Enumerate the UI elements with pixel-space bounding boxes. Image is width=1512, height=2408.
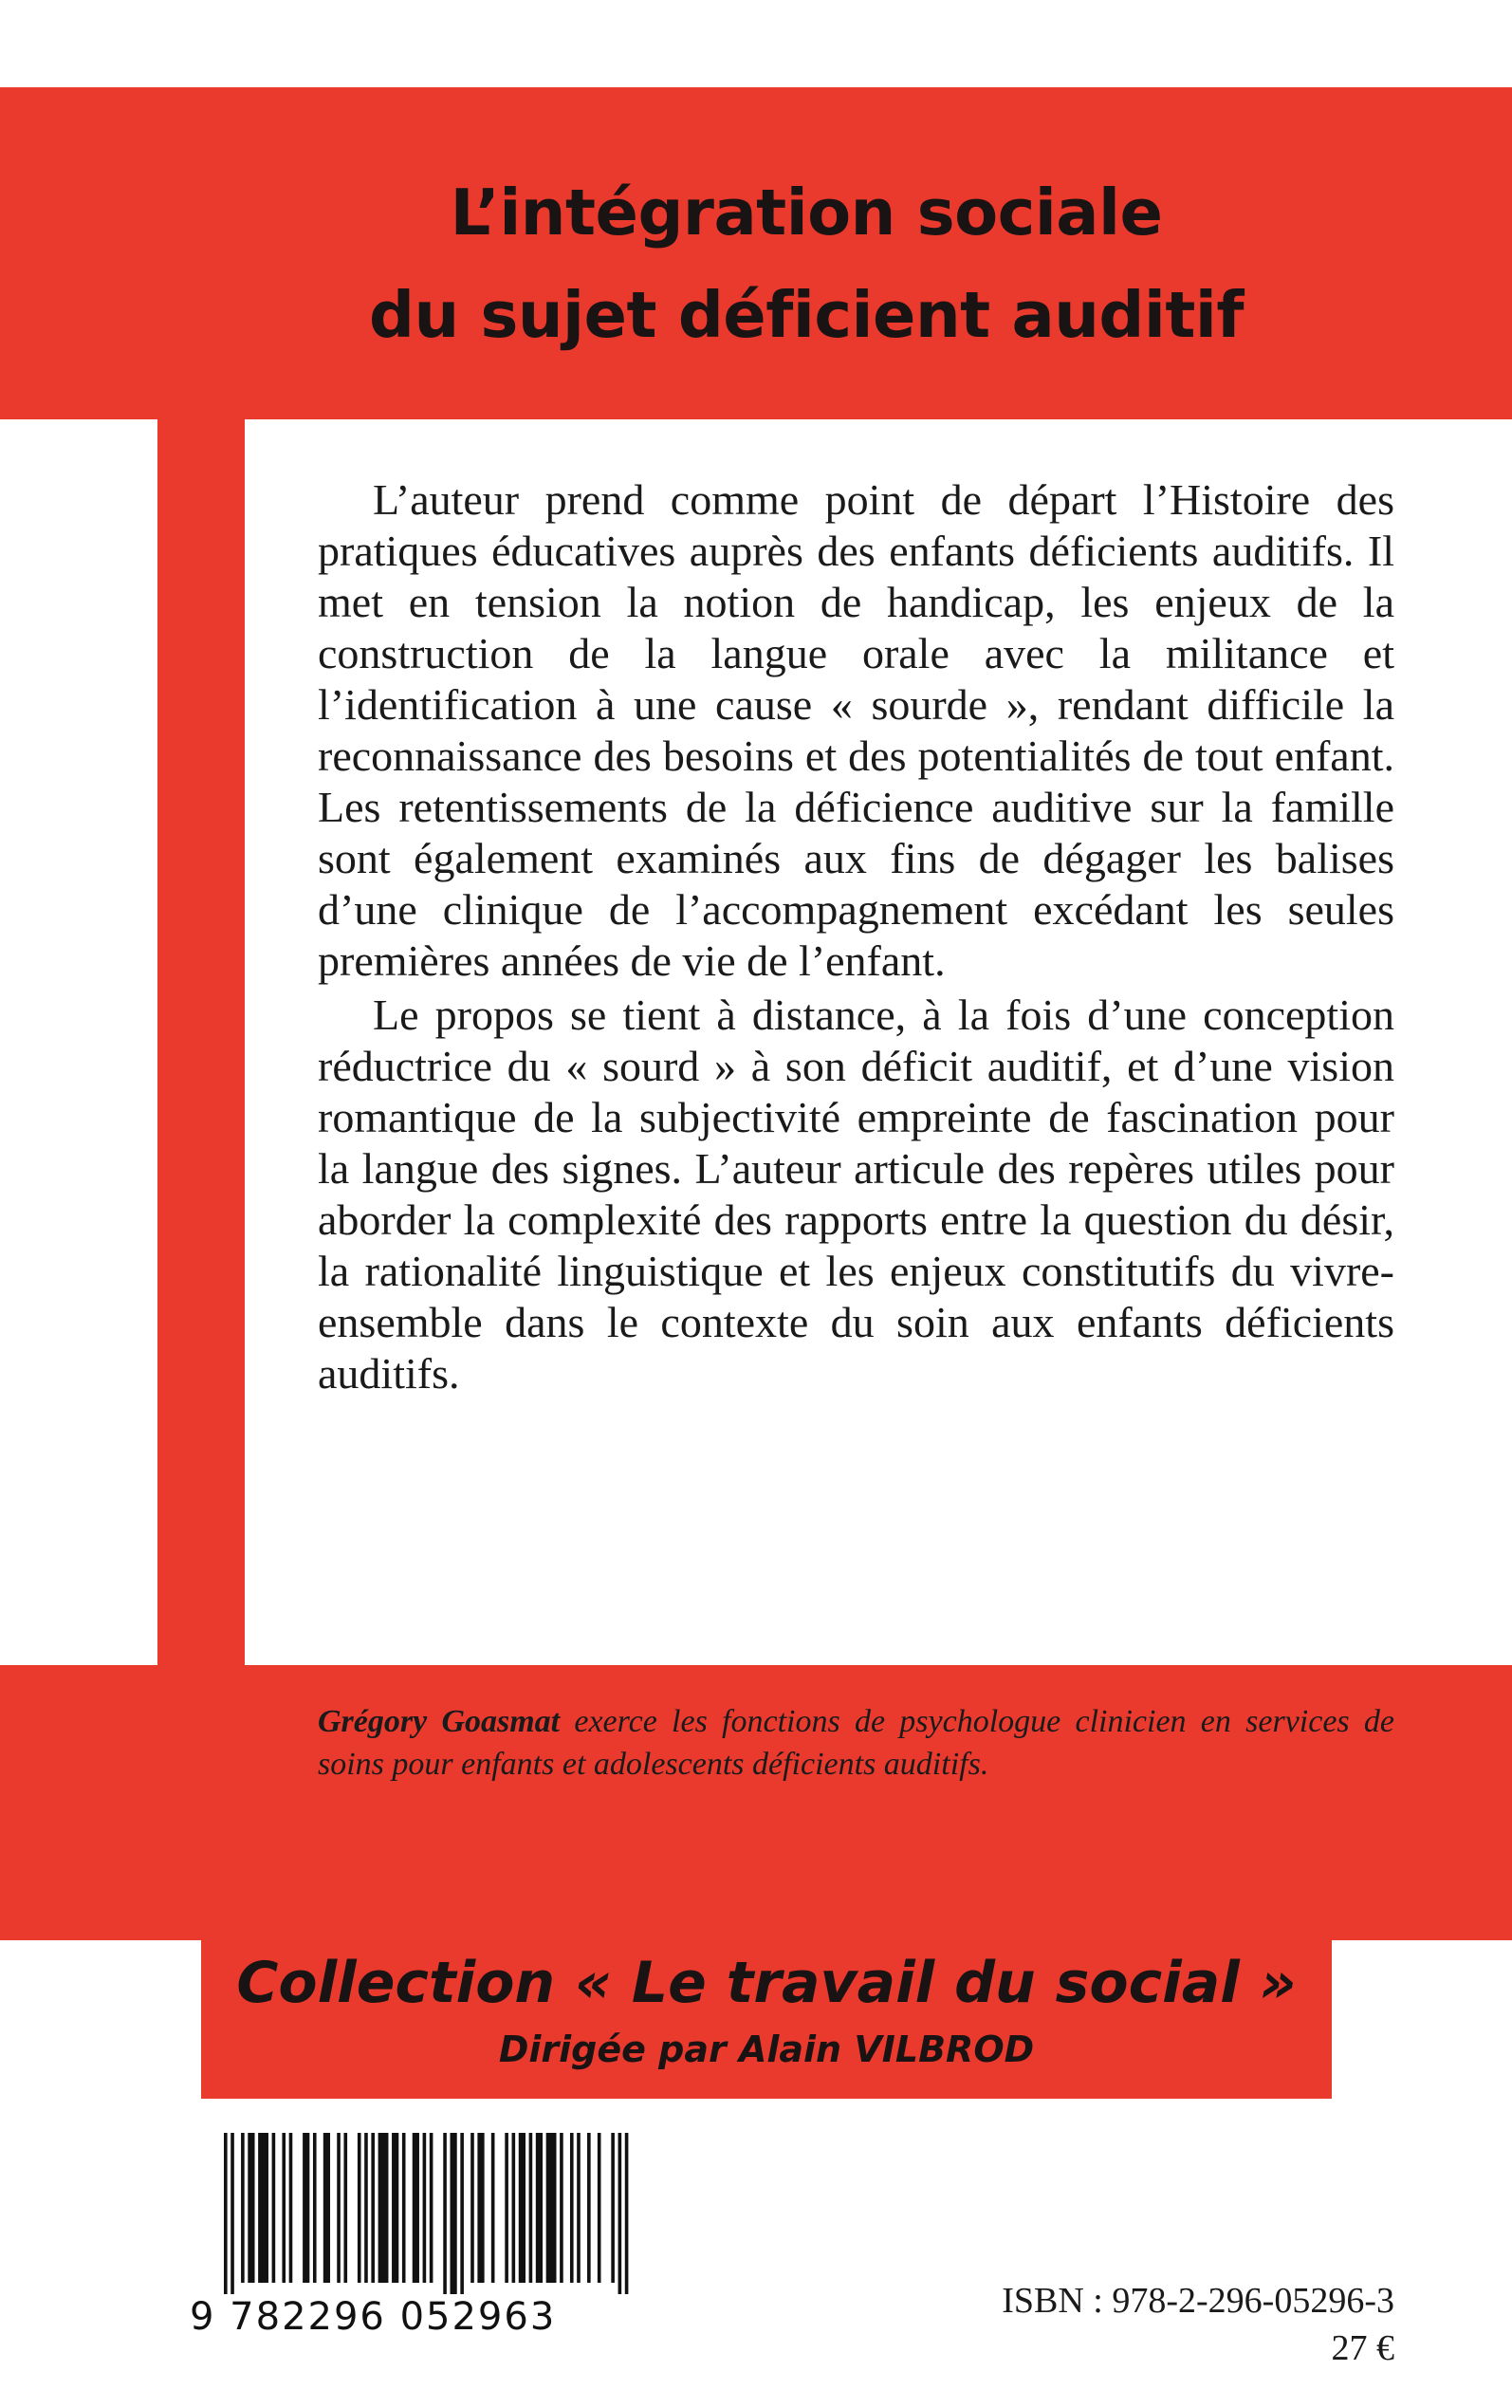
book-title [313, 161, 1300, 366]
barcode-bar [413, 2133, 419, 2283]
barcode-bar [577, 2133, 581, 2283]
barcode-bar [241, 2133, 245, 2283]
barcode-bar [323, 2133, 330, 2283]
barcode-digits: 9 782296 052963 [190, 2295, 557, 2339]
title-line-1: L’intégration sociale [450, 176, 1163, 250]
barcode-bar [272, 2133, 276, 2283]
isbn-number: ISBN : 978-2-296-05296-3 [1002, 2281, 1394, 2321]
barcode-bar [343, 2133, 347, 2283]
barcode-bar [402, 2133, 406, 2283]
barcode-bar [598, 2133, 601, 2283]
collection-name: Collection « Le travail du social » [236, 1950, 1297, 2016]
collection-director: Dirigée par Alain VILBROD [498, 2028, 1035, 2070]
barcode-bar [529, 2133, 533, 2283]
barcode-bar [470, 2133, 474, 2283]
barcode-bar [505, 2133, 508, 2283]
barcode-bar [282, 2133, 286, 2283]
barcode-bar [443, 2133, 447, 2294]
summary-paragraph-1: L’auteur prend comme point de départ l’Histoire des pratiques éducatives auprès des enfants déficients auditifs. Il met en tension la notion de handicap, les enjeux de la construction de la langue orale avec la militance et l’identification à une cause « sourde », rendant difficile la reconnaissance des besoins et des potentialités de tout enfant. Les retentissements de la déficience auditive sur la famille sont également examinés aux fins de dégager les balises d’une clinique de l’accompagnement excédant les seules premières années de vie de l’enfant. [318, 475, 1394, 985]
author-bio-text: exerce les fonctions de psychologue clinicien en services de soins pour enfants et adolescents déficients auditifs. [318, 1704, 1394, 1782]
barcode-bar [625, 2133, 629, 2294]
title-line-2: du sujet déficient auditif [369, 278, 1244, 352]
barcode-bar [258, 2133, 268, 2283]
barcode-bar [477, 2133, 484, 2283]
left-red-pillar [157, 417, 245, 1670]
barcode-bar [337, 2133, 341, 2283]
barcode-bar [224, 2133, 228, 2294]
barcode-bar [546, 2133, 557, 2283]
barcode-bar [289, 2133, 293, 2283]
barcode-bar [450, 2133, 456, 2294]
barcode-bar [248, 2133, 254, 2283]
barcode-graphic [224, 2133, 632, 2294]
barcode-bar [371, 2133, 375, 2283]
barcode-bar [392, 2133, 398, 2283]
barcode-bar [423, 2133, 427, 2283]
barcode-bar [303, 2133, 309, 2283]
barcode-bar [364, 2133, 368, 2283]
barcode-bar [618, 2133, 622, 2294]
barcode-bar [378, 2133, 389, 2283]
barcode-bar [460, 2133, 464, 2294]
author-bio [318, 1700, 1394, 1786]
barcode-bar [313, 2133, 317, 2283]
barcode-bar [512, 2133, 516, 2283]
back-cover-summary [318, 474, 1394, 1402]
summary-paragraph-2: Le propos se tient à distance, à la fois d’une conception réductrice du « sourd » à son déficit auditif, et d’une vision romantique de la subjectivité empreinte de fascination pour la langue des signes. L’auteur articule des repères utiles pour aborder la complexité des rapports entre la question du désir, la rationalité linguistique et les enjeux constitutifs du vivre-ensemble dans le contexte du soin aux enfants déficients auditifs. [318, 991, 1394, 1398]
barcode-bar [519, 2133, 526, 2283]
barcode-bar [587, 2133, 591, 2283]
barcode-bar [611, 2133, 615, 2283]
barcode-bar [491, 2133, 495, 2283]
barcode-bar [430, 2133, 433, 2283]
barcode-bar [536, 2133, 543, 2283]
author-name: Grégory Goasmat [318, 1704, 561, 1739]
barcode-bar [230, 2133, 234, 2294]
price: 27 € [1331, 2328, 1394, 2368]
barcode-bar [560, 2133, 563, 2283]
barcode-bar [570, 2133, 574, 2283]
barcode-bar [358, 2133, 361, 2283]
